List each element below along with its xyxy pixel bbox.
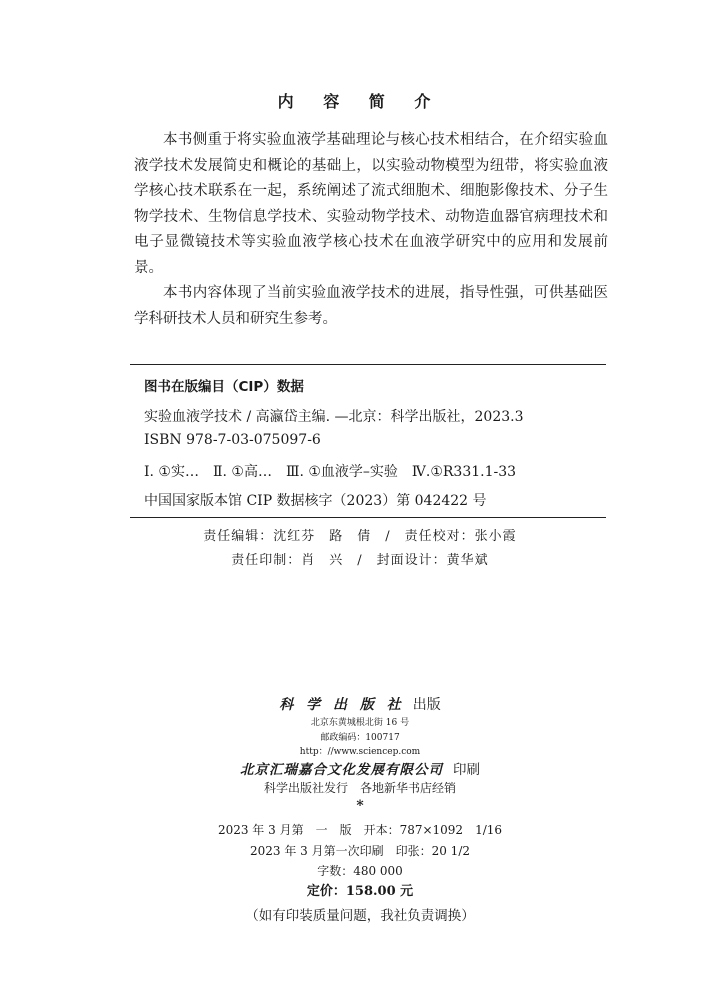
editors-line-1: 责任编辑：沈红芬 路 倩 / 责任校对：张小霞 (203, 529, 517, 544)
quality-notice: （如有印装质量问题，我社负责调换） (245, 908, 475, 924)
cip-data-box (130, 364, 606, 518)
price: 定价：158.00 元 (306, 884, 414, 899)
publisher-postcode: 邮政编码：100717 (320, 733, 400, 743)
publisher-suffix: 出版 (412, 697, 441, 713)
summary-paragraph-2: 本书内容体现了当前实验血液学技术的进展，指导性强，可供基础医学科研技术人员和研究生参考。 (134, 285, 608, 327)
separator-asterisk: * (356, 798, 364, 814)
summary-paragraph-1: 本书侧重于将实验血液学基础理论与核心技术相结合，在介绍实验血液学技术发展简史和概论的基础上，以实验动物模型为纽带，将实验血液学核心技术联系在一起，系统阐述了流式细胞术、细胞影像技术、分子生物学技术、生物信息学技术、实验动物学技术、动物造血器官病理技术和电子显微镜技术等实验血液学核心技术在血液学研究中的应用和发展前景。 (134, 132, 608, 276)
publisher-url: http：//www.sciencep.com (299, 747, 421, 757)
cip-heading: 图书在版编目（CIP）数据 (144, 379, 304, 395)
cip-isbn-line: ISBN 978-7-03-075097-6 (144, 432, 321, 448)
distributor-line: 科学出版社发行 各地新华书店经销 (263, 781, 456, 795)
publisher-name: 科 学 出 版 社 (279, 697, 405, 713)
edition-line: 2023 年 3 月第 一 版 开本：787×1092 1/16 (217, 823, 503, 837)
publisher-line (0, 694, 720, 714)
page-title: 内 容 简 介 (277, 92, 443, 111)
printer-line (0, 758, 720, 778)
editors-line-2: 责任印制：肖 兴 / 封面设计：黄华斌 (231, 553, 489, 568)
publisher-address: 北京东黄城根北街 16 号 (310, 718, 410, 728)
printer-suffix: 印刷 (453, 762, 480, 778)
word-count: 字数：480 000 (317, 864, 403, 878)
printing-line: 2023 年 3 月第一次印刷 印张：20 1/2 (249, 844, 470, 858)
cip-title-line: 实验血液学技术 / 高瀛岱主编. —北京：科学出版社，2023.3 (144, 409, 524, 425)
cip-classification-line: Ⅰ. ①实… Ⅱ. ①高… Ⅲ. ①血液学–实验 Ⅳ.①R331.1-33 (144, 464, 517, 480)
printer-name: 北京汇瑞嘉合文化发展有限公司 (240, 762, 443, 778)
content-summary (134, 128, 608, 332)
cip-record-number-line: 中国国家版本馆 CIP 数据核字（2023）第 042422 号 (144, 493, 487, 509)
